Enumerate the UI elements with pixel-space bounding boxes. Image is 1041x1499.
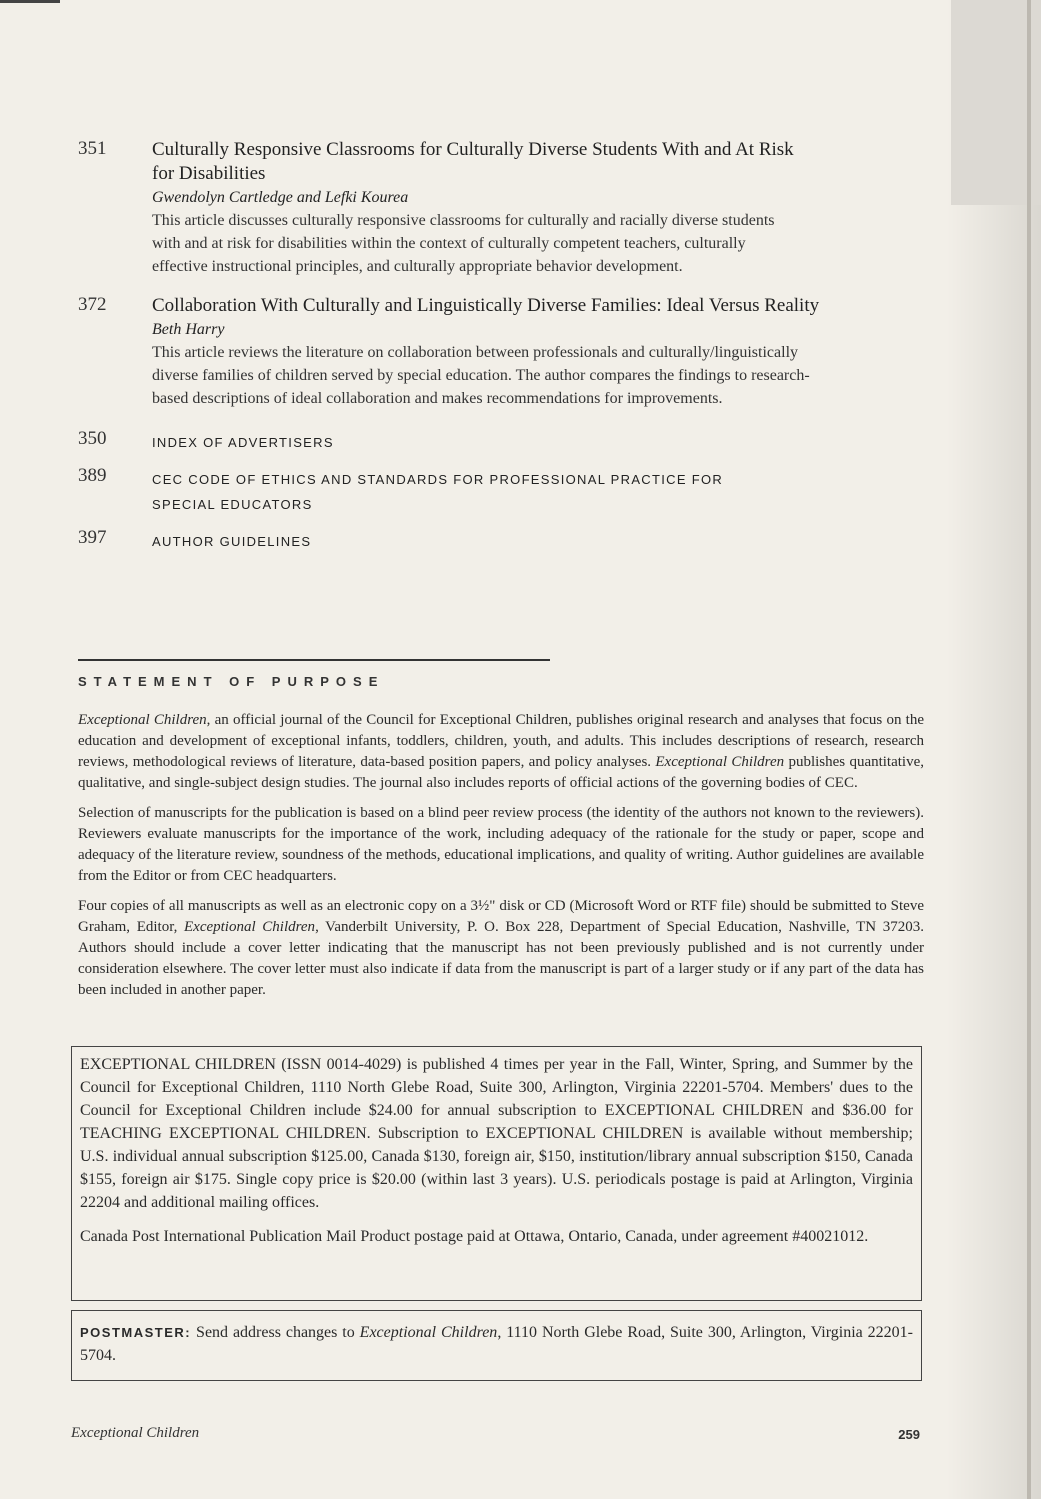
postmaster-text: POSTMASTER: Send address changes to Exceptional Children, 1110 North Glebe Road, Suite 300, Arlington, Virginia 22201-5704. — [80, 1324, 914, 1364]
postmaster-label: POSTMASTER: — [80, 1325, 192, 1340]
corner-mark — [0, 0, 60, 8]
toc-article-title: Culturally Responsive Classrooms for Culturally Diverse Students With and At Risk for Disabilities — [152, 139, 794, 184]
table-of-contents — [78, 138, 938, 554]
publication-info-box — [71, 1046, 922, 1301]
section-divider — [78, 659, 550, 661]
toc-entry-397[interactable] — [78, 527, 938, 554]
toc-entry-350[interactable] — [78, 428, 938, 455]
statement-paragraph-2: Selection of manuscripts for the publication is based on a blind peer review process (the identity of the authors not known to the reviewers). Reviewers evaluate manuscripts for the importance of the work, including adequacy of the rationale for the study or paper, scope and adequacy of the literature review, soundness of the methods, educational implications, and quality of writing. Author guidelines are available from the Editor or from CEC headquarters. — [78, 805, 924, 884]
toc-page-number: 389 — [78, 465, 107, 486]
footer-journal-name: Exceptional Children — [71, 1425, 200, 1441]
toc-section-title: AUTHOR GUIDELINES — [152, 534, 312, 549]
toc-page-number: 351 — [78, 138, 107, 159]
toc-article-authors: Beth Harry — [152, 321, 225, 338]
statement-of-purpose — [78, 710, 924, 1010]
toc-page-number: 397 — [78, 527, 107, 548]
toc-page-number: 350 — [78, 428, 107, 449]
statement-heading: STATEMENT OF PURPOSE — [78, 674, 385, 689]
toc-entry-389[interactable] — [78, 465, 938, 517]
toc-article-description: This article discusses culturally responsive classrooms for culturally and racially diverse students with and at risk for disabilities within the context of culturally competent teachers, culturally effective instructional principles, and culturally appropriate behavior development. — [152, 212, 775, 275]
footer-page-number: 259 — [898, 1427, 920, 1442]
toc-article-title: Collaboration With Culturally and Linguistically Diverse Families: Ideal Versus Reality — [152, 295, 820, 316]
toc-page-number: 372 — [78, 294, 107, 315]
toc-entry-372[interactable] — [78, 294, 938, 410]
postmaster-box — [71, 1310, 922, 1381]
page-edge-line — [1027, 0, 1031, 1499]
toc-section-title: CEC CODE OF ETHICS AND STANDARDS FOR PROFESSIONAL PRACTICE FOR SPECIAL EDUCATORS — [152, 472, 724, 512]
toc-article-description: This article reviews the literature on collaboration between professionals and culturally/linguistically diverse families of children served by special education. The author compares the findings to research- based descriptions of ideal collaboration and makes recommendations for improvements. — [152, 344, 810, 407]
statement-paragraph-3: Four copies of all manuscripts as well as an electronic copy on a 3½" disk or CD (Microsoft Word or RTF file) should be submitted to Steve Graham, Editor, Exceptional Children, Vanderbilt University, P. O. Box 228, Department of Special Education, Nashville, TN 37203. Authors should include a cover letter indicating that the manuscript has not been previously published and is not currently under consideration elsewhere. The cover letter must also indicate if data from the manuscript is part of a larger study or if any part of the data has been included in another paper. — [78, 898, 924, 998]
toc-article-authors: Gwendolyn Cartledge and Lefki Kourea — [152, 189, 409, 206]
statement-paragraph-1: Exceptional Children, an official journal of the Council for Exceptional Children, publishes original research and analyses that focus on the education and development of exceptional infants, toddlers, children, youth, and adults. This includes descriptions of research, research reviews, methodological reviews of literature, data-based position papers, and policy analyses. Exceptional Children publishes quantitative, qualitative, and single-subject design studies. The journal also includes reports of official actions of the governing bodies of CEC. — [78, 712, 924, 791]
canada-post-text: Canada Post International Publication Mail Product postage paid at Ottawa, Ontario, Canada, under agreement #40021012. — [80, 1228, 869, 1245]
toc-section-title: INDEX OF ADVERTISERS — [152, 435, 334, 450]
toc-entry-351[interactable] — [78, 138, 938, 278]
publication-info-text: EXCEPTIONAL CHILDREN (ISSN 0014-4029) is published 4 times per year in the Fall, Winter, Spring, and Summer by the Council for Exceptional Children, 1110 North Glebe Road, Suite 300, Arlington, Virginia 22201-5704. Members' dues to the Council for Exceptional Children include $24.00 for annual subscription to EXCEPTIONAL CHILDREN and $36.00 for TEACHING EXCEPTIONAL CHILDREN. Subscription to EXCEPTIONAL CHILDREN is available without membership; U.S. individual annual subscription $125.00, Canada $130, foreign air, $150, institution/library annual subscription $150, Canada $155, foreign air $175. Single copy price is $20.00 (within last 3 years). U.S. periodicals postage is paid at Arlington, Virginia 22204 and additional mailing offices. — [80, 1056, 913, 1211]
